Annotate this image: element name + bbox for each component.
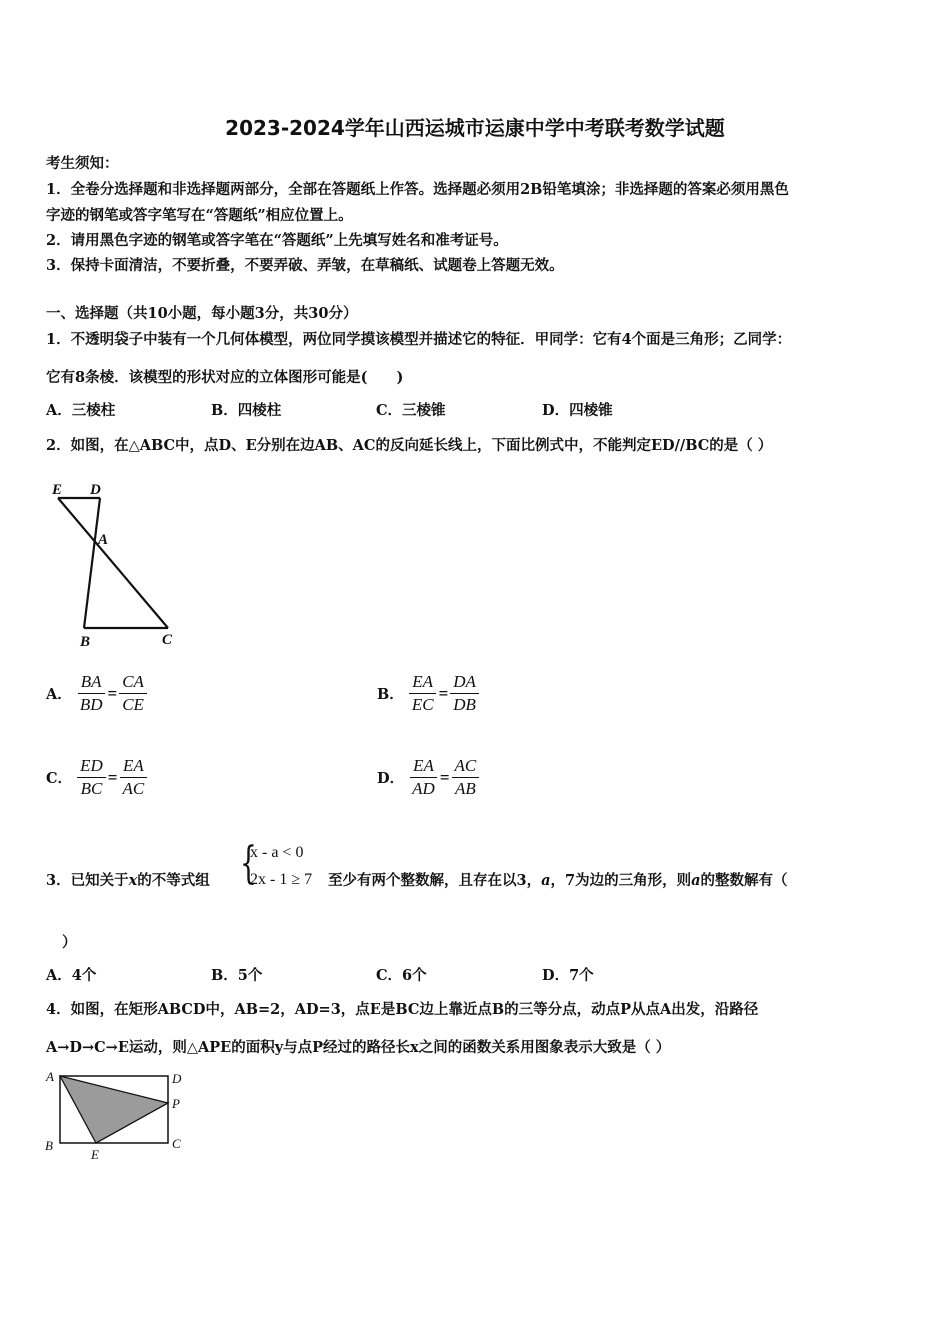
q3-line-2: ）	[62, 934, 77, 951]
q1-line-1: 1．不透明袋子中装有一个几何体模型，两位同学摸该模型并描述它的特征．甲同学：它有4个面是三角形；乙同学：	[46, 331, 792, 348]
notice-heading: 考生须知：	[46, 155, 119, 172]
q3-option-a[interactable]: A．4个	[46, 967, 97, 984]
q4-line-1: 4．如图，在矩形ABCD中，AB=2，AD=3，点E是BC边上靠近点B的三等分点，动点P从点A出发，沿路径	[46, 1001, 759, 1018]
option-a-label: A．	[46, 686, 72, 703]
q4-line-2: A→D→C→E运动，则△APE的面积y与点P经过的路径长x之间的函数关系用图象表示大致是（ ）	[46, 1039, 671, 1056]
fraction-ed-bc: $\frac{ED}{BC}$	[77, 756, 106, 799]
fraction-ba-bd: $\frac{BA}{BD}$	[77, 672, 106, 715]
fraction-da-db: $\frac{DA}{DB}$	[450, 672, 479, 715]
option-c-label: C．	[46, 770, 73, 787]
fraction-ea-ec: $\frac{EA}{EC}$	[409, 672, 437, 715]
notice-line-3: 3．保持卡面清洁，不要折叠，不要弄破、弄皱，在草稿纸、试题卷上答题无效。	[46, 257, 564, 274]
label-b: B	[45, 1138, 53, 1153]
label-p: P	[172, 1096, 180, 1111]
inequality-2: 2x - 1 ≥ 7	[250, 871, 313, 888]
label-a: A	[46, 1069, 54, 1084]
q2-option-a[interactable]: A． $\frac{BA}{BD}$ = $\frac{CA}{CE}$	[46, 672, 147, 715]
q3-line-1-end: 至少有两个整数解，且存在以3，a，7为边的三角形，则a的整数解有（	[328, 872, 788, 889]
var-x: x	[128, 872, 138, 889]
fraction-ca-ce: $\frac{CA}{CE}$	[119, 672, 147, 715]
label-c: C	[162, 632, 173, 648]
q2-option-b[interactable]: B． $\frac{EA}{EC}$ = $\frac{DA}{DB}$	[377, 672, 479, 715]
notice-line-1b: 字迹的钢笔或答字笔写在“答题纸”相应位置上。	[46, 207, 353, 224]
q1-option-d[interactable]: D．四棱锥	[542, 402, 613, 419]
option-d-label: D．	[377, 770, 405, 787]
label-e: E	[91, 1147, 99, 1162]
q1-option-c[interactable]: C．三棱锥	[376, 402, 446, 419]
brace-symbol: {	[240, 838, 257, 889]
notice-line-2: 2．请用黑色字迹的钢笔或答字笔在“答题纸”上先填写姓名和准考证号。	[46, 232, 508, 249]
inequality-1: x - a < 0	[250, 844, 304, 861]
triangle-ape	[60, 1076, 168, 1143]
q3-option-b[interactable]: B．5个	[211, 967, 263, 984]
inequality-system	[240, 838, 326, 894]
segment-ec	[58, 498, 168, 628]
label-d: D	[172, 1071, 182, 1086]
q3-option-c[interactable]: C．6个	[376, 967, 427, 984]
label-c: C	[172, 1136, 181, 1151]
fraction-ea-ac: $\frac{EA}{AC}$	[119, 756, 147, 799]
q4-rectangle-figure	[42, 1066, 192, 1166]
option-b-label: B．	[377, 686, 404, 703]
fraction-ac-ab: $\frac{AC}{AB}$	[452, 756, 480, 799]
page-title: 2023-2024学年山西运城市运康中学中考联考数学试题	[225, 116, 725, 140]
q2-line-1: 2．如图，在△ABC中，点D、E分别在边AB、AC的反向延长线上，下面比例式中，不能判定ED//BC的是（ ）	[46, 437, 773, 454]
q3-line-1-start: 3．已知关于x的不等式组	[46, 872, 210, 889]
q3-option-d[interactable]: D．7个	[542, 967, 594, 984]
q2-option-d[interactable]: D． $\frac{EA}{AD}$ = $\frac{AC}{AB}$	[377, 756, 479, 799]
q2-option-c[interactable]: C． $\frac{ED}{BC}$ = $\frac{EA}{AC}$	[46, 756, 147, 799]
q2-triangle-figure	[44, 478, 184, 650]
label-e: E	[52, 482, 63, 498]
q1-line-2: 它有8条棱．该模型的形状对应的立体图形可能是( )	[46, 369, 404, 386]
label-a: A	[98, 532, 109, 548]
fraction-ea-ad: $\frac{EA}{AD}$	[409, 756, 438, 799]
segment-db	[84, 498, 100, 628]
label-d: D	[90, 482, 101, 498]
section-heading: 一、选择题（共10小题，每小题3分，共30分）	[46, 305, 358, 322]
notice-line-1a: 1．全卷分选择题和非选择题两部分，全部在答题纸上作答。选择题必须用2B铅笔填涂；非选择题的答案必须用黑色	[46, 181, 789, 198]
q1-option-a[interactable]: A．三棱柱	[46, 402, 116, 419]
q1-option-b[interactable]: B．四棱柱	[211, 402, 282, 419]
label-b: B	[80, 634, 91, 650]
